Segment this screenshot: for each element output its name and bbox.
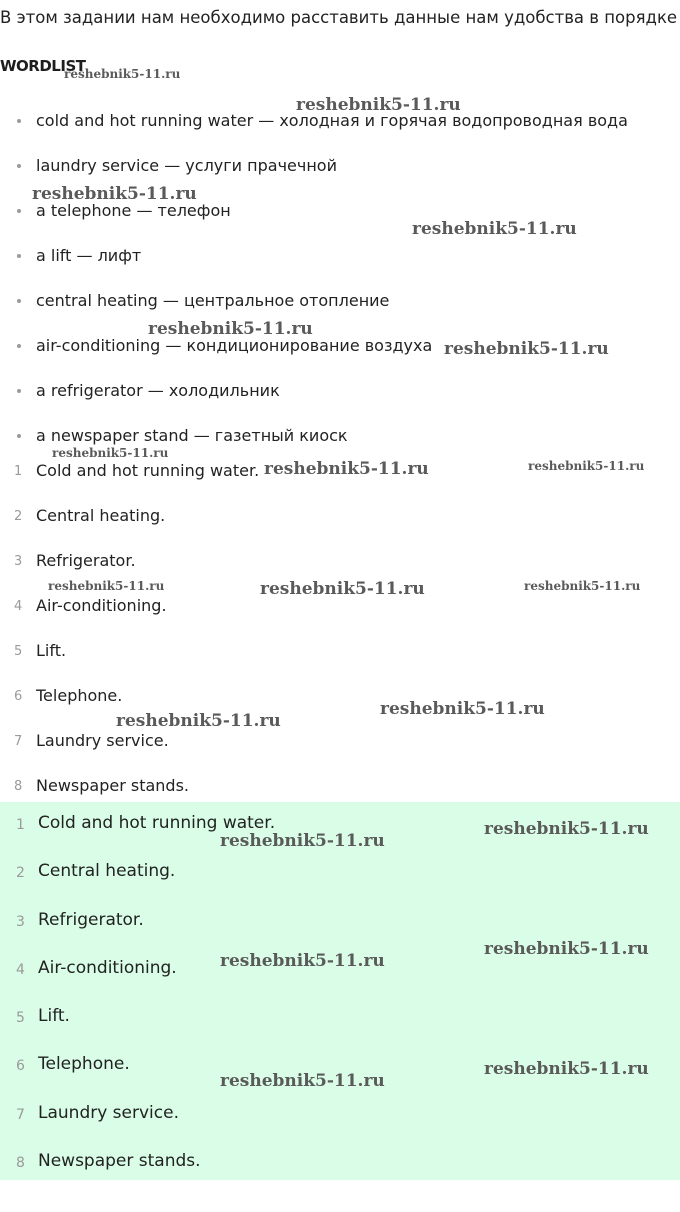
watermark: reshebnik5-11.ru — [264, 459, 429, 479]
wordlist-item-text: laundry service — услуги прачечной — [36, 156, 337, 175]
ranking-list — [0, 458, 259, 818]
wordlist-item-text: central heating — центральное отопление — [36, 291, 390, 310]
answer-item — [0, 1003, 275, 1051]
bullet-icon — [17, 119, 21, 123]
answer-item-text: Telephone. — [38, 1054, 130, 1075]
watermark: reshebnik5-11.ru — [484, 819, 649, 839]
wordlist-item-text: cold and hot running water — холодная и горячая водопроводная вода — [36, 111, 628, 130]
ranking-item-text: Lift. — [36, 641, 67, 660]
answer-item — [0, 1051, 275, 1099]
answer-item — [0, 955, 275, 1003]
item-number: 8 — [16, 1155, 25, 1172]
item-number: 6 — [14, 689, 23, 704]
watermark: reshebnik5-11.ru — [380, 699, 545, 719]
watermark: reshebnik5-11.ru — [220, 1071, 385, 1091]
answer-item-text: Laundry service. — [38, 1102, 179, 1123]
watermark: reshebnik5-11.ru — [528, 459, 645, 473]
item-number: 1 — [14, 464, 23, 479]
answer-item — [0, 1148, 275, 1196]
bullet-icon — [17, 434, 21, 438]
item-number: 7 — [16, 1106, 25, 1123]
ranking-item-text: Refrigerator. — [36, 551, 136, 570]
list-item — [0, 333, 628, 378]
list-item — [0, 198, 628, 243]
ranking-item-text: Telephone. — [36, 686, 123, 705]
bullet-icon — [17, 344, 21, 348]
item-number: 2 — [14, 509, 23, 524]
answer-item-text: Central heating. — [38, 861, 176, 882]
list-item — [0, 378, 628, 423]
item-number: 7 — [14, 734, 23, 749]
bullet-icon — [17, 209, 21, 213]
ranking-item — [0, 638, 259, 683]
item-number: 1 — [16, 817, 25, 833]
watermark: reshebnik5-11.ru — [148, 319, 313, 339]
item-number: 4 — [16, 961, 25, 978]
watermark: reshebnik5-11.ru — [260, 579, 425, 599]
list-item — [0, 288, 628, 333]
answer-list — [0, 810, 275, 1196]
ranking-item-text: Newspaper stands. — [36, 776, 189, 795]
answer-item — [0, 858, 275, 906]
item-number: 3 — [14, 554, 23, 569]
watermark: reshebnik5-11.ru — [524, 579, 641, 593]
answer-item-text: Air-conditioning. — [38, 957, 177, 978]
ranking-item — [0, 503, 259, 548]
list-item — [0, 153, 628, 198]
ranking-item — [0, 458, 259, 503]
watermark: reshebnik5-11.ru — [32, 184, 197, 204]
answer-item-text: Refrigerator. — [38, 909, 144, 930]
intro-text: В этом задании нам необходимо расставить данные нам удобства в порядке — [0, 8, 678, 27]
item-number: 6 — [16, 1058, 25, 1075]
bullet-icon — [17, 389, 21, 393]
wordlist-title: WORDLIST — [0, 57, 86, 75]
list-item — [0, 108, 628, 153]
ranking-item — [0, 683, 259, 728]
watermark: reshebnik5-11.ru — [220, 951, 385, 971]
watermark: reshebnik5-11.ru — [296, 95, 461, 115]
ranking-item-text: Laundry service. — [36, 731, 169, 750]
wordlist-item-text: a telephone — телефон — [36, 201, 231, 220]
wordlist-item-text: a newspaper stand — газетный киоск — [36, 426, 348, 445]
answer-item-text: Lift. — [38, 1006, 70, 1027]
watermark: reshebnik5-11.ru — [220, 831, 385, 851]
watermark: reshebnik5-11.ru — [444, 339, 609, 359]
watermark: reshebnik5-11.ru — [412, 219, 577, 239]
watermark: reshebnik5-11.ru — [484, 1059, 649, 1079]
item-number: 5 — [16, 1010, 25, 1027]
wordlist-item-text: a lift — лифт — [36, 246, 142, 265]
ranking-item — [0, 728, 259, 773]
item-number: 4 — [14, 599, 23, 614]
ranking-item-text: Central heating. — [36, 506, 166, 525]
bullet-icon — [17, 164, 21, 168]
ranking-item — [0, 593, 259, 638]
watermark: reshebnik5-11.ru — [116, 711, 281, 731]
item-number: 5 — [14, 644, 23, 659]
answer-item-text: Newspaper stands. — [38, 1151, 201, 1172]
watermark: reshebnik5-11.ru — [484, 939, 649, 959]
bullet-icon — [17, 299, 21, 303]
answer-item — [0, 907, 275, 955]
item-number: 8 — [14, 779, 23, 794]
watermark: reshebnik5-11.ru — [48, 579, 165, 593]
ranking-item — [0, 548, 259, 593]
watermark: reshebnik5-11.ru — [64, 67, 181, 81]
wordlist — [0, 108, 628, 468]
answer-item — [0, 810, 275, 858]
item-number: 2 — [16, 865, 25, 882]
answer-item — [0, 1100, 275, 1148]
ranking-item-text: Air-conditioning. — [36, 596, 167, 615]
wordlist-item-text: a refrigerator — холодильник — [36, 381, 280, 400]
ranking-item-text: Cold and hot running water. — [36, 461, 260, 480]
item-number: 3 — [16, 913, 25, 930]
list-item — [0, 243, 628, 288]
wordlist-item-text: air-conditioning — кондиционирование воздуха — [36, 336, 433, 355]
answer-item-text: Cold and hot running water. — [38, 813, 276, 833]
bullet-icon — [17, 254, 21, 258]
watermark: reshebnik5-11.ru — [52, 446, 169, 460]
